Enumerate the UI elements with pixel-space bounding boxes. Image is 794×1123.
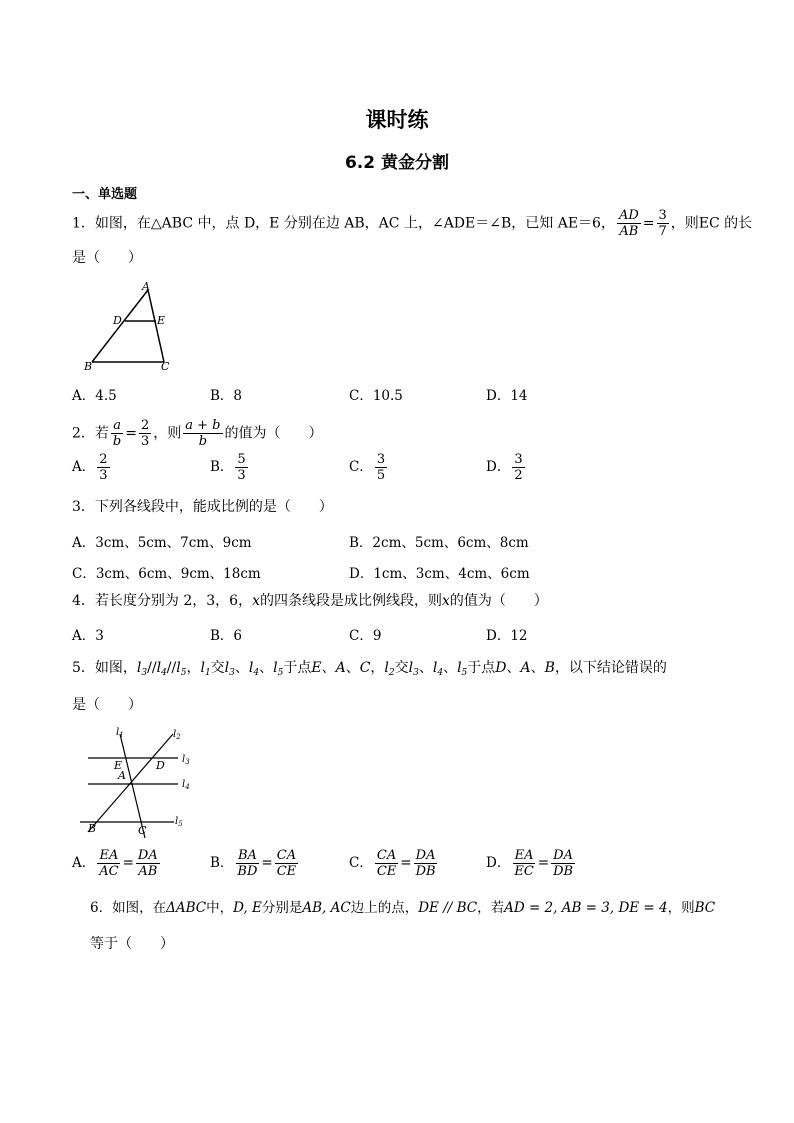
question-4: 4．若长度分别为 2，3，6，x的四条线段是成比例线段，则x的值为（ ） <box>72 593 548 609</box>
question-5-line-1: 5．如图，$l_3//l_4//l_5$，$l_1$交$l_3$、$l_4$、$l_5$于点E、A、C，$l_2$交$l_3$、$l_4$、$l_5$于点D、A、B，以下结论错误的 <box>72 660 667 678</box>
q2-value-fraction: $\frac{2}{3}$ <box>140 418 150 449</box>
q2-option-b[interactable]: B． $\frac{5}{3}$ <box>210 452 246 483</box>
page-title: 课时练 <box>365 108 429 132</box>
fig1-label-d: D <box>113 314 122 327</box>
q2-option-c[interactable]: C． $\frac{3}{5}$ <box>349 452 386 483</box>
fig5-label-l1: $l_1$ <box>116 727 124 739</box>
q2-option-a[interactable]: A． $\frac{2}{3}$ <box>72 452 108 483</box>
q5-option-d[interactable]: D． $\frac{EA}{EC}$ = $\frac{DA}{DB}$ <box>486 848 574 879</box>
fig1-label-b: B <box>84 360 93 373</box>
question-1-line-1: 1．如图，在△ABC 中，点 D，E 分别在边 AB，AC 上，∠ADE＝∠B，已知 AE＝6， $\frac{AD}{AB}$ = $\frac{3}{7}$ ，则EC 的长 <box>72 208 753 239</box>
q3-option-a[interactable]: A．3cm、5cm、7cm、9cm <box>72 535 252 551</box>
question-6-line-2: 等于（ ） <box>90 936 174 952</box>
q2-sum-fraction: $\frac{a + b}{b}$ <box>185 418 221 449</box>
fig5-label-l3: $l_3$ <box>182 754 190 766</box>
fig5-label-l4: $l_4$ <box>182 779 190 791</box>
q5-option-a[interactable]: A． $\frac{EA}{AC}$ = $\frac{DA}{AB}$ <box>72 848 158 879</box>
fig5-label-c: C <box>138 824 147 837</box>
q1-option-a[interactable]: A．4.5 <box>72 388 117 404</box>
q5-option-b[interactable]: B． $\frac{BA}{BD}$ = $\frac{CA}{CE}$ <box>210 848 297 879</box>
q4-option-a[interactable]: A．3 <box>72 628 104 644</box>
question-2: 2．若 $\frac{a}{b}$ = $\frac{2}{3}$ ，则 $\frac{a + b}{b}$ 的值为（ ） <box>72 418 323 449</box>
q1-text: 1．如图，在△ABC 中，点 D，E 分别在边 AB，AC 上，∠ADE＝∠B，已知 AE＝6， <box>72 215 615 232</box>
page-subtitle: 6.2 黄金分割 <box>344 153 450 173</box>
q3-option-b[interactable]: B．2cm、5cm、6cm、8cm <box>349 535 529 551</box>
q5-option-c[interactable]: C． $\frac{CA}{CE}$ = $\frac{DA}{DB}$ <box>349 848 436 879</box>
q1-triangle-figure <box>80 278 190 373</box>
fig5-label-a: A <box>118 769 126 782</box>
q1-option-b[interactable]: B．8 <box>210 388 243 404</box>
q4-option-d[interactable]: D．12 <box>486 628 528 644</box>
section-heading: 一、单选题 <box>72 187 138 202</box>
q2-option-d[interactable]: D． $\frac{3}{2}$ <box>486 452 523 483</box>
q4-option-c[interactable]: C．9 <box>349 628 382 644</box>
q1-fraction: $\frac{AD}{AB}$ <box>618 208 639 239</box>
fig1-label-a: A <box>142 280 150 293</box>
fig5-label-e: E <box>114 759 123 772</box>
fig5-label-b: B <box>88 822 97 835</box>
question-1-line-2: 是（ ） <box>72 250 142 266</box>
q1-option-c[interactable]: C．10.5 <box>349 388 403 404</box>
fig5-label-l5: $l_5$ <box>175 816 183 828</box>
q1-option-d[interactable]: D．14 <box>486 388 528 404</box>
q1-value-fraction: $\frac{3}{7}$ <box>658 208 667 239</box>
q4-option-b[interactable]: B．6 <box>210 628 243 644</box>
q2-ratio-fraction: $\frac{a}{b}$ <box>112 418 122 449</box>
fig5-label-l2: $l_2$ <box>173 729 181 741</box>
fig1-label-c: C <box>161 360 170 373</box>
q3-option-d[interactable]: D．1cm、3cm、4cm、6cm <box>349 566 530 582</box>
q5-parallel-lines-figure <box>74 724 199 846</box>
q3-option-c[interactable]: C．3cm、6cm、9cm、18cm <box>72 566 261 582</box>
question-3: 3．下列各线段中，能成比例的是（ ） <box>72 499 333 515</box>
fig5-label-d: D <box>156 759 165 772</box>
question-6-line-1: 6．如图，在ΔABC中，D, E分别是AB, AC边上的点，DE // BC，若AD = 2, AB = 3, DE = 4，则BC <box>90 900 716 916</box>
question-5-line-2: 是（ ） <box>72 697 142 713</box>
fig1-label-e: E <box>157 314 166 327</box>
